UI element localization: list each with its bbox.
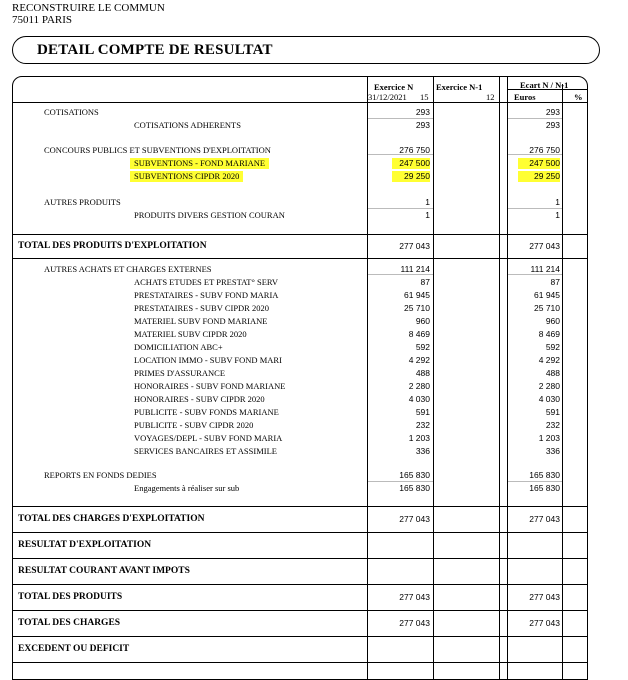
row-produits-divers-label: PRODUITS DIVERS GESTION COURAN: [134, 210, 285, 220]
row-total-charges-n: 277 043: [399, 618, 430, 628]
row-cotisations-n: 293: [415, 107, 430, 117]
result-table: [12, 76, 600, 680]
row-subv-fond-mariane-ecart: 247 500: [518, 158, 560, 169]
charge-label: PUBLICITE - SUBV FONDS MARIANE: [134, 407, 279, 417]
col-ecart: Ecart N / N-1: [520, 80, 569, 90]
title-box: [12, 36, 600, 64]
charge-n: 25 710: [404, 303, 430, 313]
row-cotisations-ecart: 293: [545, 107, 560, 117]
row-subv-cipdr-label: SUBVENTIONS CIPDR 2020: [130, 171, 243, 182]
row-subv-fond-mariane-n: 247 500: [392, 158, 430, 169]
row-reports-label: REPORTS EN FONDS DEDIES: [44, 470, 157, 480]
charge-ecart: 591: [545, 407, 560, 417]
row-reports-n: 165 830: [399, 470, 430, 480]
col-exercice-n1-months: 12: [486, 92, 495, 102]
row-total-charges-expl-label: TOTAL DES CHARGES D'EXPLOITATION: [18, 514, 205, 524]
row-autres-produits-n: 1: [425, 197, 430, 207]
charge-n: 87: [420, 277, 430, 287]
row-produits-divers-ecart: 1: [555, 210, 560, 220]
charge-n: 232: [415, 420, 430, 430]
row-total-produits-n: 277 043: [399, 592, 430, 602]
col-pct: %: [574, 92, 583, 102]
charge-ecart: 960: [545, 316, 560, 326]
row-autres-produits-ecart: 1: [555, 197, 560, 207]
row-autres-achats-n: 111 214: [400, 264, 430, 274]
charge-ecart: 232: [545, 420, 560, 430]
charge-ecart: 4 292: [538, 355, 560, 365]
charge-ecart: 488: [545, 368, 560, 378]
row-engagements-ecart: 165 830: [529, 483, 560, 493]
row-total-charges-ecart: 277 043: [529, 618, 560, 628]
charge-n: 1 203: [408, 433, 430, 443]
row-engagements-n: 165 830: [399, 483, 430, 493]
row-total-produits-ecart: 277 043: [529, 592, 560, 602]
page-title: DETAIL COMPTE DE RESULTAT: [37, 42, 273, 58]
charge-n: 592: [415, 342, 430, 352]
charge-ecart: 336: [545, 446, 560, 456]
charge-ecart: 592: [545, 342, 560, 352]
col-exercice-n: Exercice N: [374, 82, 414, 92]
row-subv-fond-mariane-label: SUBVENTIONS - FOND MARIANE: [130, 158, 269, 169]
charge-n: 336: [415, 446, 430, 456]
charge-label: MATERIEL SUBV CIPDR 2020: [134, 329, 247, 339]
charge-label: PUBLICITE - SUBV CIPDR 2020: [134, 420, 254, 430]
charge-label: HONORAIRES - SUBV CIPDR 2020: [134, 394, 265, 404]
charge-n: 4 292: [408, 355, 430, 365]
row-autres-produits-label: AUTRES PRODUITS: [44, 197, 121, 207]
charge-ecart: 87: [550, 277, 560, 287]
row-resultat-expl-label: RESULTAT D'EXPLOITATION: [18, 540, 152, 550]
charge-n: 960: [415, 316, 430, 326]
charge-label: VOYAGES/DEPL - SUBV FOND MARIA: [134, 433, 283, 443]
charge-ecart: 61 945: [534, 290, 560, 300]
charge-n: 61 945: [404, 290, 430, 300]
col-euros: Euros: [514, 92, 536, 102]
row-concours-n: 276 750: [399, 145, 430, 155]
charge-label: MATERIEL SUBV FOND MARIANE: [134, 316, 268, 326]
charge-label: SERVICES BANCAIRES ET ASSIMILE: [134, 446, 277, 456]
charge-n: 591: [415, 407, 430, 417]
charge-ecart: 4 030: [538, 394, 560, 404]
row-autres-achats-ecart: 111 214: [530, 264, 560, 274]
charge-label: PRESTATAIRES - SUBV CIPDR 2020: [134, 303, 269, 313]
row-total-produits-label: TOTAL DES PRODUITS: [18, 592, 123, 602]
row-excedent-label: EXCEDENT OU DEFICIT: [18, 644, 130, 654]
row-subv-cipdr-ecart: 29 250: [518, 171, 560, 182]
charge-ecart: 8 469: [538, 329, 560, 339]
row-total-produits-expl-n: 277 043: [399, 241, 430, 251]
charge-n: 2 280: [408, 381, 430, 391]
row-total-charges-label: TOTAL DES CHARGES: [18, 618, 121, 628]
charge-ecart: 1 203: [538, 433, 560, 443]
row-reports-ecart: 165 830: [529, 470, 560, 480]
row-total-produits-expl-ecart: 277 043: [529, 241, 560, 251]
row-cotisations-adherents-n: 293: [415, 120, 430, 130]
row-subv-cipdr-n: 29 250: [392, 171, 430, 182]
col-exercice-n-months: 15: [420, 92, 429, 102]
charge-label: ACHATS ETUDES ET PRESTAT° SERV: [134, 277, 279, 287]
col-exercice-n1: Exercice N-1: [436, 82, 483, 92]
charge-label: DOMICILIATION ABC+: [134, 342, 223, 352]
charge-label: HONORAIRES - SUBV FOND MARIANE: [134, 381, 286, 391]
row-cotisations-label: COTISATIONS: [44, 107, 99, 117]
charge-ecart: 25 710: [534, 303, 560, 313]
row-concours-label: CONCOURS PUBLICS ET SUBVENTIONS D'EXPLOITATION: [44, 145, 271, 155]
row-concours-ecart: 276 750: [529, 145, 560, 155]
charge-label: LOCATION IMMO - SUBV FOND MARI: [134, 355, 282, 365]
company-name: RECONSTRUIRE LE COMMUN: [12, 2, 165, 14]
charge-n: 8 469: [408, 329, 430, 339]
row-cotisations-adherents-label: COTISATIONS ADHERENTS: [134, 120, 241, 130]
row-total-charges-expl-ecart: 277 043: [529, 514, 560, 524]
charge-label: PRESTATAIRES - SUBV FOND MARIA: [134, 290, 279, 300]
row-produits-divers-n: 1: [425, 210, 430, 220]
col-exercice-n-date: 31/12/2021: [368, 92, 407, 102]
row-autres-achats-label: AUTRES ACHATS ET CHARGES EXTERNES: [44, 264, 212, 274]
row-engagements-label: Engagements à réaliser sur sub: [134, 483, 240, 493]
row-total-charges-expl-n: 277 043: [399, 514, 430, 524]
charge-ecart: 2 280: [538, 381, 560, 391]
row-total-produits-expl-label: TOTAL DES PRODUITS D'EXPLOITATION: [18, 241, 207, 251]
charge-label: PRIMES D'ASSURANCE: [134, 368, 226, 378]
charge-n: 488: [415, 368, 430, 378]
charge-n: 4 030: [408, 394, 430, 404]
company-city: 75011 PARIS: [12, 14, 73, 26]
row-resultat-courant-label: RESULTAT COURANT AVANT IMPOTS: [18, 566, 190, 576]
row-cotisations-adherents-ecart: 293: [545, 120, 560, 130]
table-frame: [12, 76, 588, 680]
